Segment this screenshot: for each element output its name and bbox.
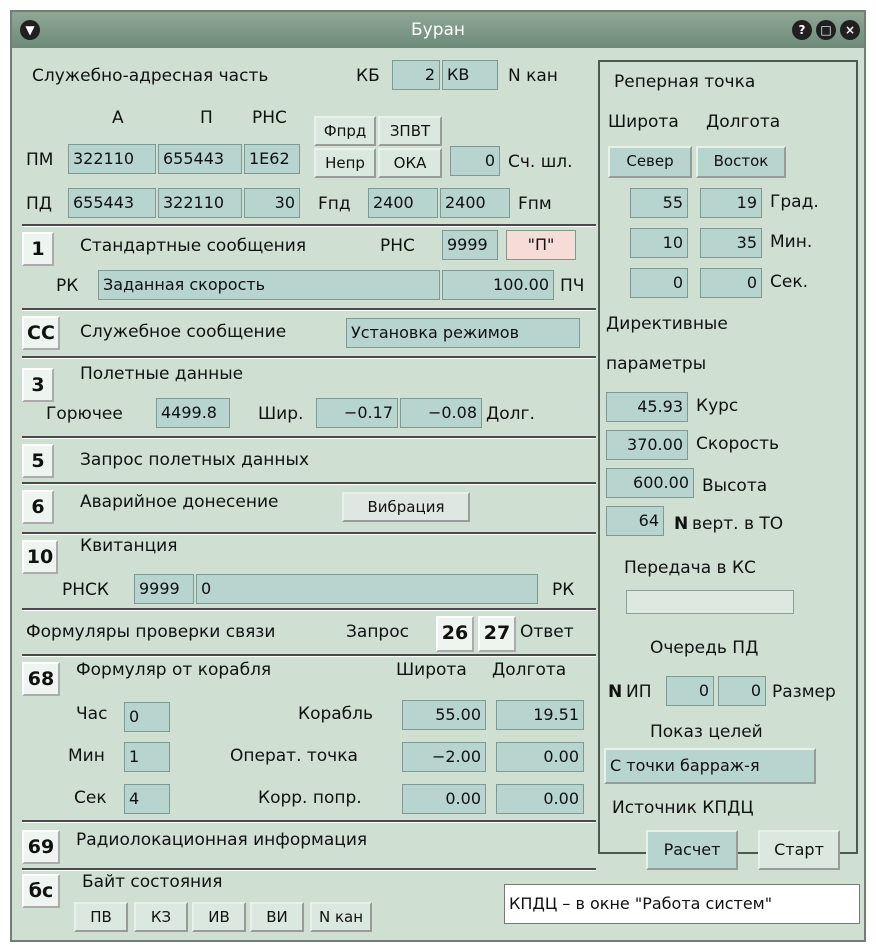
- receipt-badge[interactable]: 10: [22, 540, 58, 574]
- help-icon[interactable]: ?: [792, 20, 812, 40]
- pd-rns-field[interactable]: 30: [244, 188, 300, 218]
- ship-lon-header: Долгота: [492, 660, 567, 680]
- size-label: Размер: [772, 682, 836, 702]
- receipt-field[interactable]: 0: [196, 574, 538, 604]
- directive-label-1: Директивные: [606, 314, 728, 334]
- std-badge[interactable]: 1: [22, 232, 54, 266]
- lat-field[interactable]: −0.17: [316, 398, 398, 428]
- fpm-label: Fпм: [518, 194, 552, 214]
- sec-field[interactable]: 4: [124, 784, 170, 814]
- status-message: КПДЦ – в окне "Работа систем": [504, 884, 860, 924]
- op-label: Операт. точка: [230, 746, 358, 766]
- window-title: Буран: [410, 20, 466, 40]
- service-badge[interactable]: СС: [22, 316, 60, 350]
- status-pv-button[interactable]: ПВ: [74, 902, 128, 932]
- divider: [22, 356, 596, 359]
- status-label: Байт состояния: [82, 872, 223, 892]
- emergency-dropdown[interactable]: Вибрация: [342, 492, 470, 522]
- op-lat-field[interactable]: −2.00: [402, 742, 486, 772]
- min-lon-field[interactable]: 35: [700, 228, 762, 258]
- queue-label: Очередь ПД: [650, 638, 759, 658]
- status-kz-button[interactable]: КЗ: [134, 902, 188, 932]
- ship-lat-field[interactable]: 55.00: [402, 700, 486, 730]
- north-button[interactable]: Север: [608, 146, 692, 178]
- status-nkan-button[interactable]: N кан: [310, 902, 372, 932]
- deg-lon-field[interactable]: 19: [700, 188, 762, 218]
- status-badge[interactable]: бс: [22, 874, 60, 908]
- ship-lon-field[interactable]: 19.51: [496, 700, 584, 730]
- ship-pos-label: Корабль: [298, 704, 374, 724]
- maximize-icon[interactable]: □: [816, 20, 836, 40]
- speed-field[interactable]: 100.00: [442, 270, 554, 300]
- speed-param-label: Скорость: [696, 434, 779, 454]
- radar-badge[interactable]: 69: [22, 830, 60, 864]
- divider: [22, 482, 596, 485]
- service-label: Служебное сообщение: [80, 322, 287, 342]
- min-lat-field[interactable]: 10: [630, 228, 688, 258]
- hour-label: Час: [76, 704, 108, 724]
- pm-label: ПМ: [26, 150, 54, 170]
- std-label: Стандартные сообщения: [80, 236, 307, 256]
- rk-field[interactable]: Заданная скорость: [98, 270, 440, 300]
- std-rns-label: РНС: [380, 236, 415, 256]
- fuel-label: Горючее: [46, 404, 123, 424]
- ref-lat-label: Широта: [608, 112, 679, 132]
- transfer-label: Передача в КС: [624, 558, 756, 578]
- check-26-button[interactable]: 26: [436, 616, 474, 652]
- divider: [22, 868, 596, 871]
- pd-p-field[interactable]: 322110: [158, 188, 242, 218]
- std-p-field[interactable]: "П": [506, 230, 576, 260]
- min-field[interactable]: 1: [124, 742, 170, 772]
- rk-label: РК: [56, 276, 79, 296]
- col-p-label: П: [200, 108, 213, 128]
- radar-label: Радиолокационная информация: [76, 830, 368, 850]
- flight-label: Полетные данные: [80, 364, 244, 384]
- pm-rns-field[interactable]: 1Е62: [244, 144, 300, 174]
- fpm-field[interactable]: 2400: [440, 188, 510, 218]
- fprd-button[interactable]: Фпрд: [314, 116, 376, 146]
- kv-field[interactable]: КВ: [442, 60, 498, 90]
- counter-label: Сч. шл.: [508, 152, 573, 172]
- lon-label: Долг.: [486, 404, 535, 424]
- ship-label: Формуляр от корабля: [76, 660, 272, 680]
- nip-label: ИП: [626, 682, 652, 702]
- divider: [22, 436, 596, 439]
- close-icon[interactable]: ×: [840, 20, 860, 40]
- pd-label: ПД: [26, 194, 53, 214]
- alt-label: Высота: [702, 476, 768, 496]
- ship-lat-header: Широта: [396, 660, 467, 680]
- source-label: Источник КПДЦ: [612, 798, 754, 818]
- nepr-button[interactable]: Непр: [314, 148, 376, 178]
- targets-dropdown[interactable]: С точки барраж-я: [604, 748, 816, 784]
- divider: [22, 308, 596, 311]
- std-rns-field[interactable]: 9999: [442, 230, 498, 260]
- nip-field[interactable]: 0: [666, 676, 714, 706]
- course-label: Курс: [696, 396, 739, 416]
- sec-lat-field[interactable]: 0: [630, 268, 688, 298]
- ref-sec-label: Сек.: [770, 272, 809, 292]
- ship-badge[interactable]: 68: [22, 662, 60, 696]
- emergency-label: Аварийное донесение: [80, 492, 279, 512]
- directive-label-2: параметры: [606, 354, 707, 374]
- transfer-field[interactable]: [626, 590, 794, 614]
- ref-lon-label: Долгота: [706, 112, 781, 132]
- corr-lat-field[interactable]: 0.00: [402, 784, 486, 814]
- zpvt-button[interactable]: ЗПВТ: [378, 116, 442, 146]
- check-answer-label: Ответ: [520, 622, 574, 642]
- receipt-rk-label: РК: [552, 580, 575, 600]
- request-label: Запрос полетных данных: [80, 450, 310, 470]
- east-button[interactable]: Восток: [696, 146, 786, 178]
- pch-label: ПЧ: [560, 276, 585, 296]
- fuel-field[interactable]: 4499.8: [156, 398, 230, 428]
- rnsk-label: РНСК: [62, 580, 109, 600]
- status-iv-button[interactable]: ИВ: [192, 902, 246, 932]
- ref-title: Реперная точка: [614, 72, 756, 92]
- corr-lon-field[interactable]: 0.00: [496, 784, 584, 814]
- start-button[interactable]: Старт: [758, 830, 840, 870]
- sec-lon-field[interactable]: 0: [700, 268, 762, 298]
- size-field[interactable]: 0: [718, 676, 766, 706]
- ref-min-label: Мин.: [770, 232, 813, 252]
- lon-field[interactable]: −0.08: [400, 398, 482, 428]
- min-label: Мин: [68, 746, 105, 766]
- alt-field[interactable]: 600.00: [606, 468, 694, 498]
- emergency-badge[interactable]: 6: [22, 490, 54, 524]
- fpd-label: Fпд: [318, 194, 351, 214]
- check-label: Формуляры проверки связи: [26, 622, 276, 642]
- nip-n-label: N: [608, 682, 623, 702]
- vert-n-label: N: [674, 514, 689, 534]
- check-27-button[interactable]: 27: [478, 616, 516, 652]
- rnsk-field[interactable]: 9999: [134, 574, 194, 604]
- service-field[interactable]: Установка режимов: [346, 318, 580, 348]
- kb-label: КБ: [356, 66, 380, 86]
- col-rns-label: РНС: [252, 108, 287, 128]
- pd-a-field[interactable]: 655443: [68, 188, 156, 218]
- receipt-label: Квитанция: [80, 536, 178, 556]
- divider: [22, 532, 596, 535]
- corr-label: Корр. попр.: [258, 788, 362, 808]
- oka-button[interactable]: ОКА: [378, 148, 442, 178]
- vert-field[interactable]: 64: [606, 506, 664, 536]
- lat-label: Шир.: [258, 404, 304, 424]
- nkan-label: N кан: [508, 66, 558, 86]
- request-badge[interactable]: 5: [22, 444, 54, 478]
- speed-param-field[interactable]: 370.00: [606, 430, 688, 460]
- op-lon-field[interactable]: 0.00: [496, 742, 584, 772]
- counter-field[interactable]: 0: [450, 146, 500, 176]
- divider: [22, 224, 596, 227]
- hour-field[interactable]: 0: [124, 702, 170, 732]
- sec-label: Сек: [74, 788, 107, 808]
- divider: [22, 654, 596, 657]
- flight-badge[interactable]: 3: [22, 368, 54, 402]
- pm-a-field[interactable]: 322110: [68, 144, 156, 174]
- divider: [22, 820, 596, 823]
- deg-label: Град.: [770, 192, 819, 212]
- divider: [22, 608, 596, 611]
- buran-window: [10, 10, 866, 942]
- pm-p-field[interactable]: 655443: [158, 144, 242, 174]
- fpd-field[interactable]: 2400: [368, 188, 438, 218]
- vert-label: верт. в ТО: [692, 514, 784, 534]
- title-bar: [12, 12, 864, 48]
- check-request-label: Запрос: [346, 622, 409, 642]
- col-a-label: А: [112, 108, 124, 128]
- calc-button[interactable]: Расчет: [646, 830, 738, 870]
- kb-field[interactable]: 2: [392, 60, 440, 90]
- address-label: Служебно-адресная часть: [32, 66, 269, 86]
- deg-lat-field[interactable]: 55: [630, 188, 688, 218]
- course-field[interactable]: 45.93: [606, 392, 688, 422]
- targets-label: Показ целей: [650, 722, 763, 742]
- status-vi-button[interactable]: ВИ: [250, 902, 304, 932]
- window-menu-icon[interactable]: ▼: [20, 20, 40, 40]
